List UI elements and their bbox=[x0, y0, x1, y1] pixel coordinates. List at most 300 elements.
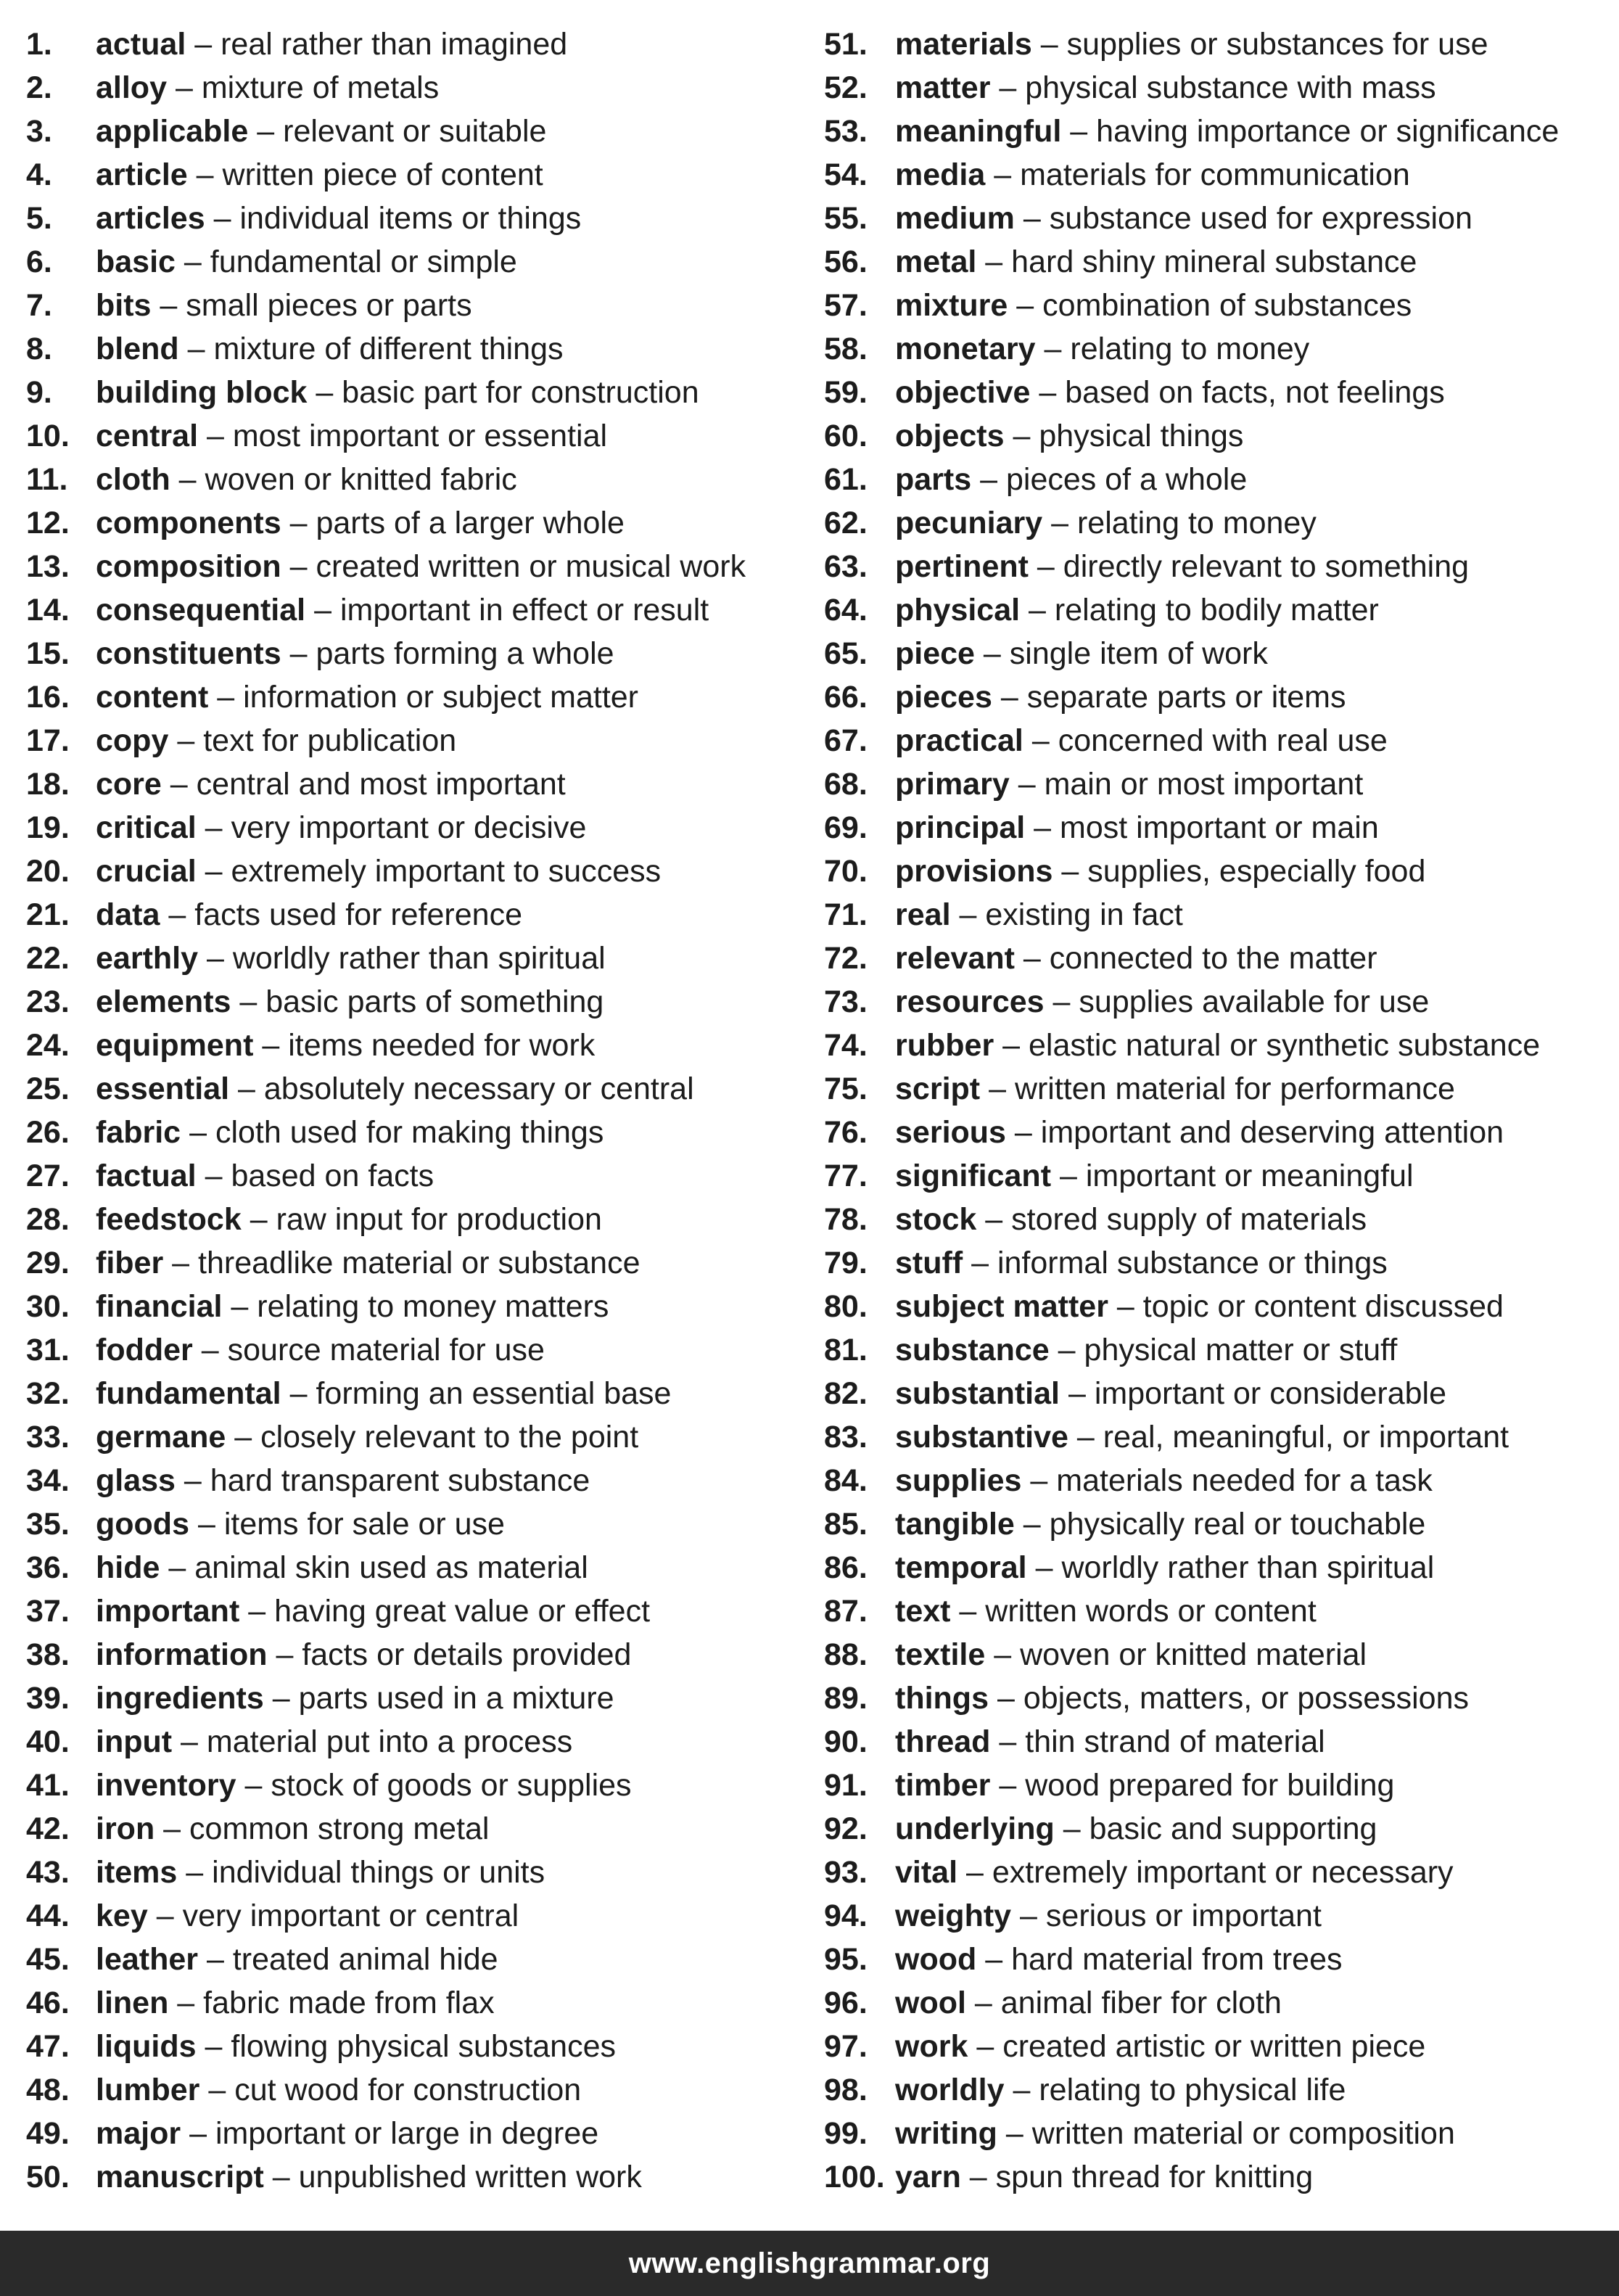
item-number: 77. bbox=[824, 1159, 868, 1193]
item-text bbox=[96, 980, 603, 1024]
item-definition: woven or knitted fabric bbox=[205, 462, 517, 497]
item-number: 84. bbox=[824, 1463, 868, 1498]
list-item bbox=[26, 197, 813, 240]
item-definition: single item of work bbox=[1009, 636, 1268, 671]
item-number: 83. bbox=[824, 1420, 868, 1454]
item-word: underlying bbox=[895, 1811, 1055, 1846]
item-text bbox=[96, 1328, 545, 1372]
list-item bbox=[26, 1938, 813, 1981]
item-text bbox=[895, 501, 1317, 545]
item-separator: – bbox=[231, 1289, 249, 1324]
list-item bbox=[824, 2025, 1600, 2068]
item-separator: – bbox=[1023, 941, 1041, 976]
item-definition: physical substance with mass bbox=[1025, 70, 1436, 105]
item-number: 58. bbox=[824, 332, 868, 366]
footer-url[interactable]: www.englishgrammar.org bbox=[628, 2247, 991, 2279]
item-number: 62. bbox=[824, 506, 868, 540]
item-word: work bbox=[895, 2029, 968, 2064]
item-definition: animal skin used as material bbox=[194, 1550, 588, 1585]
item-definition: very important or central bbox=[182, 1898, 519, 1933]
item-word: resources bbox=[895, 984, 1045, 1019]
item-number: 39. bbox=[26, 1681, 70, 1716]
item-word: liquids bbox=[96, 2029, 197, 2064]
item-number: 100. bbox=[824, 2160, 885, 2194]
item-text bbox=[96, 1807, 489, 1851]
list-item bbox=[824, 1938, 1600, 1981]
item-number: 80. bbox=[824, 1289, 868, 1324]
item-separator: – bbox=[1039, 375, 1057, 410]
item-text bbox=[96, 2112, 598, 2155]
item-number: 42. bbox=[26, 1811, 70, 1846]
item-definition: serious or important bbox=[1045, 1898, 1322, 1933]
item-word: real bbox=[895, 897, 951, 932]
item-number: 78. bbox=[824, 1202, 868, 1237]
item-number: 87. bbox=[824, 1594, 868, 1629]
item-text bbox=[895, 1589, 1317, 1633]
item-number: 60. bbox=[824, 419, 868, 453]
item-number: 97. bbox=[824, 2029, 868, 2064]
list-item bbox=[824, 66, 1600, 110]
item-text bbox=[96, 1546, 588, 1589]
item-text bbox=[895, 22, 1488, 66]
item-word: major bbox=[96, 2116, 181, 2151]
item-text bbox=[96, 1589, 650, 1633]
item-number: 98. bbox=[824, 2073, 868, 2107]
item-text bbox=[895, 371, 1445, 414]
item-definition: physical things bbox=[1039, 419, 1244, 453]
item-number: 67. bbox=[824, 723, 868, 758]
item-number: 27. bbox=[26, 1159, 70, 1193]
item-definition: treated animal hide bbox=[232, 1942, 498, 1977]
item-separator: – bbox=[205, 2029, 223, 2064]
list-item bbox=[824, 1198, 1600, 1241]
item-number: 57. bbox=[824, 288, 868, 323]
item-number: 36. bbox=[26, 1550, 70, 1585]
item-separator: – bbox=[1035, 1550, 1053, 1585]
item-separator: – bbox=[206, 419, 224, 453]
list-item bbox=[824, 588, 1600, 632]
item-definition: real rather than imagined bbox=[221, 27, 568, 62]
item-word: timber bbox=[895, 1768, 991, 1803]
item-definition: thin strand of material bbox=[1025, 1724, 1325, 1759]
item-separator: – bbox=[1034, 810, 1052, 845]
item-definition: items for sale or use bbox=[223, 1507, 505, 1542]
item-number: 50. bbox=[26, 2160, 70, 2194]
item-text bbox=[96, 2155, 642, 2199]
list-item bbox=[26, 719, 813, 762]
item-definition: relating to bodily matter bbox=[1054, 593, 1379, 628]
item-word: cloth bbox=[96, 462, 170, 497]
item-word: iron bbox=[96, 1811, 155, 1846]
item-definition: forming an essential base bbox=[316, 1376, 672, 1411]
list-item bbox=[26, 893, 813, 937]
item-number: 1. bbox=[26, 27, 52, 62]
item-separator: – bbox=[969, 2160, 987, 2194]
list-item bbox=[824, 980, 1600, 1024]
item-word: mixture bbox=[895, 288, 1008, 323]
item-number: 29. bbox=[26, 1246, 70, 1280]
item-separator: – bbox=[1058, 1333, 1076, 1367]
item-separator: – bbox=[239, 984, 258, 1019]
list-item bbox=[824, 1807, 1600, 1851]
item-text bbox=[895, 1154, 1414, 1198]
item-text bbox=[895, 762, 1363, 806]
item-text bbox=[895, 327, 1309, 371]
item-text bbox=[96, 1067, 694, 1111]
item-definition: relating to money bbox=[1070, 332, 1310, 366]
item-separator: – bbox=[999, 1724, 1017, 1759]
item-word: ingredients bbox=[96, 1681, 264, 1716]
item-definition: relating to physical life bbox=[1039, 2073, 1346, 2107]
list-item bbox=[26, 937, 813, 980]
list-item bbox=[824, 2112, 1600, 2155]
item-separator: – bbox=[959, 1594, 977, 1629]
item-word: elements bbox=[96, 984, 231, 1019]
item-text bbox=[96, 1154, 434, 1198]
item-word: actual bbox=[96, 27, 186, 62]
list-item bbox=[26, 1372, 813, 1415]
list-item bbox=[824, 675, 1600, 719]
item-word: building block bbox=[96, 375, 308, 410]
item-definition: relevant or suitable bbox=[283, 114, 547, 149]
list-item bbox=[26, 1589, 813, 1633]
list-item bbox=[26, 1198, 813, 1241]
item-separator: – bbox=[985, 1942, 1003, 1977]
list-item bbox=[26, 2025, 813, 2068]
item-word: core bbox=[96, 767, 162, 802]
item-definition: basic and supporting bbox=[1089, 1811, 1377, 1846]
list-item bbox=[26, 284, 813, 327]
item-number: 5. bbox=[26, 201, 52, 236]
item-separator: – bbox=[197, 1507, 215, 1542]
item-text bbox=[895, 1633, 1367, 1676]
item-word: primary bbox=[895, 767, 1010, 802]
list-item bbox=[824, 414, 1600, 458]
item-definition: facts or details provided bbox=[302, 1637, 632, 1672]
item-text bbox=[96, 1633, 631, 1676]
item-number: 55. bbox=[824, 201, 868, 236]
item-separator: – bbox=[184, 1463, 202, 1498]
item-number: 65. bbox=[824, 636, 868, 671]
item-definition: very important or decisive bbox=[231, 810, 587, 845]
item-separator: – bbox=[1029, 593, 1046, 628]
list-item bbox=[26, 762, 813, 806]
item-definition: small pieces or parts bbox=[186, 288, 472, 323]
list-item bbox=[824, 1633, 1600, 1676]
item-definition: important in effect or result bbox=[339, 593, 709, 628]
list-item bbox=[824, 632, 1600, 675]
item-word: composition bbox=[96, 549, 281, 584]
item-word: glass bbox=[96, 1463, 176, 1498]
item-number: 95. bbox=[824, 1942, 868, 1977]
item-number: 89. bbox=[824, 1681, 868, 1716]
item-definition: extremely important or necessary bbox=[992, 1855, 1454, 1890]
item-separator: – bbox=[983, 636, 1001, 671]
list-item bbox=[824, 284, 1600, 327]
list-item bbox=[824, 2068, 1600, 2112]
item-word: objective bbox=[895, 375, 1031, 410]
item-separator: – bbox=[201, 1333, 219, 1367]
item-definition: absolutely necessary or central bbox=[263, 1071, 694, 1106]
item-word: pertinent bbox=[895, 549, 1029, 584]
item-number: 69. bbox=[824, 810, 868, 845]
item-definition: important or considerable bbox=[1094, 1376, 1447, 1411]
item-word: pecuniary bbox=[895, 506, 1043, 540]
item-definition: concerned with real use bbox=[1058, 723, 1388, 758]
item-definition: informal substance or things bbox=[997, 1246, 1388, 1280]
item-word: subject matter bbox=[895, 1289, 1108, 1324]
item-separator: – bbox=[168, 1550, 186, 1585]
item-number: 63. bbox=[824, 549, 868, 584]
item-text bbox=[895, 1415, 1509, 1459]
item-word: pieces bbox=[895, 680, 992, 715]
item-number: 38. bbox=[26, 1637, 70, 1672]
item-word: applicable bbox=[96, 114, 249, 149]
item-definition: hard material from trees bbox=[1011, 1942, 1343, 1977]
list-item bbox=[26, 675, 813, 719]
item-number: 33. bbox=[26, 1420, 70, 1454]
item-word: medium bbox=[895, 201, 1015, 236]
list-item bbox=[26, 806, 813, 849]
item-word: information bbox=[96, 1637, 268, 1672]
list-item bbox=[26, 632, 813, 675]
item-separator: – bbox=[314, 593, 331, 628]
item-definition: written words or content bbox=[985, 1594, 1317, 1629]
item-text bbox=[895, 1024, 1540, 1067]
right-column bbox=[824, 22, 1600, 2199]
item-word: financial bbox=[96, 1289, 223, 1324]
item-separator: – bbox=[184, 244, 202, 279]
item-definition: hard transparent substance bbox=[210, 1463, 590, 1498]
item-definition: material put into a process bbox=[206, 1724, 573, 1759]
item-definition: flowing physical substances bbox=[231, 2029, 617, 2064]
item-text bbox=[895, 545, 1469, 588]
item-definition: important or meaningful bbox=[1085, 1159, 1414, 1193]
item-separator: – bbox=[156, 1898, 174, 1933]
item-word: alloy bbox=[96, 70, 167, 105]
item-word: linen bbox=[96, 1986, 169, 2020]
item-separator: – bbox=[974, 1986, 992, 2020]
item-word: tangible bbox=[895, 1507, 1015, 1542]
item-definition: individual things or units bbox=[212, 1855, 545, 1890]
item-number: 73. bbox=[824, 984, 868, 1019]
list-item bbox=[26, 1154, 813, 1198]
item-separator: – bbox=[248, 1594, 266, 1629]
item-definition: directly relevant to something bbox=[1063, 549, 1470, 584]
word-list bbox=[0, 22, 1619, 2199]
item-number: 14. bbox=[26, 593, 70, 628]
item-text bbox=[96, 1851, 545, 1894]
item-separator: – bbox=[1023, 1507, 1041, 1542]
item-separator: – bbox=[177, 723, 195, 758]
item-definition: important or large in degree bbox=[215, 2116, 599, 2151]
item-word: content bbox=[96, 680, 209, 715]
item-separator: – bbox=[206, 1942, 224, 1977]
item-text bbox=[895, 458, 1247, 501]
item-text bbox=[96, 1111, 603, 1154]
item-definition: parts used in a mixture bbox=[298, 1681, 614, 1716]
item-text bbox=[96, 414, 607, 458]
item-word: physical bbox=[895, 593, 1021, 628]
item-word: vital bbox=[895, 1855, 958, 1890]
list-item bbox=[824, 153, 1600, 197]
item-word: monetary bbox=[895, 332, 1036, 366]
item-text bbox=[96, 66, 439, 110]
item-text bbox=[96, 110, 546, 153]
item-definition: main or most important bbox=[1044, 767, 1364, 802]
item-text bbox=[895, 1546, 1434, 1589]
item-word: key bbox=[96, 1898, 148, 1933]
item-number: 90. bbox=[824, 1724, 868, 1759]
item-definition: parts of a larger whole bbox=[316, 506, 625, 540]
item-definition: raw input for production bbox=[276, 1202, 602, 1237]
item-number: 81. bbox=[824, 1333, 868, 1367]
item-definition: common strong metal bbox=[189, 1811, 490, 1846]
item-separator: – bbox=[1016, 288, 1034, 323]
item-text bbox=[96, 1502, 505, 1546]
item-word: components bbox=[96, 506, 281, 540]
item-text bbox=[895, 284, 1412, 327]
item-word: meaningful bbox=[895, 114, 1062, 149]
item-text bbox=[96, 1676, 614, 1720]
item-text bbox=[895, 1676, 1469, 1720]
item-definition: parts forming a whole bbox=[316, 636, 614, 671]
item-text bbox=[96, 675, 638, 719]
list-item bbox=[26, 153, 813, 197]
item-number: 49. bbox=[26, 2116, 70, 2151]
item-text bbox=[96, 327, 564, 371]
list-item bbox=[26, 501, 813, 545]
item-text bbox=[96, 849, 661, 893]
item-number: 15. bbox=[26, 636, 70, 671]
item-number: 4. bbox=[26, 157, 52, 192]
item-text bbox=[895, 1111, 1504, 1154]
item-word: fundamental bbox=[96, 1376, 281, 1411]
item-word: script bbox=[895, 1071, 981, 1106]
item-separator: – bbox=[989, 1071, 1006, 1106]
item-text bbox=[895, 849, 1425, 893]
item-text bbox=[895, 153, 1410, 197]
item-separator: – bbox=[959, 897, 977, 932]
item-definition: supplies available for use bbox=[1079, 984, 1430, 1019]
list-item bbox=[824, 1067, 1600, 1111]
item-separator: – bbox=[1020, 1898, 1037, 1933]
item-definition: extremely important to success bbox=[231, 854, 662, 889]
item-word: rubber bbox=[895, 1028, 994, 1063]
item-text bbox=[895, 110, 1559, 153]
item-text bbox=[96, 588, 709, 632]
item-number: 79. bbox=[824, 1246, 868, 1280]
item-number: 66. bbox=[824, 680, 868, 715]
item-definition: substance used for expression bbox=[1049, 201, 1472, 236]
item-definition: created written or musical work bbox=[316, 549, 746, 584]
item-word: worldly bbox=[895, 2073, 1005, 2107]
item-text bbox=[895, 1372, 1446, 1415]
list-item bbox=[824, 1502, 1600, 1546]
item-definition: combination of substances bbox=[1042, 288, 1412, 323]
item-number: 20. bbox=[26, 854, 70, 889]
list-item bbox=[26, 1894, 813, 1938]
item-word: writing bbox=[895, 2116, 997, 2151]
item-separator: – bbox=[189, 2116, 207, 2151]
item-definition: cloth used for making things bbox=[215, 1115, 604, 1150]
list-item bbox=[824, 545, 1600, 588]
item-separator: – bbox=[1044, 332, 1062, 366]
item-separator: – bbox=[1000, 680, 1018, 715]
list-item bbox=[26, 1764, 813, 1807]
item-definition: supplies or substances for use bbox=[1066, 27, 1488, 62]
item-number: 6. bbox=[26, 244, 52, 279]
item-word: thread bbox=[895, 1724, 991, 1759]
item-number: 76. bbox=[824, 1115, 868, 1150]
item-separator: – bbox=[1013, 2073, 1031, 2107]
list-item bbox=[824, 1285, 1600, 1328]
item-text bbox=[895, 937, 1377, 980]
item-definition: physically real or touchable bbox=[1049, 1507, 1426, 1542]
item-definition: materials for communication bbox=[1020, 157, 1410, 192]
item-separator: – bbox=[262, 1028, 280, 1063]
item-definition: worldly rather than spiritual bbox=[1061, 1550, 1435, 1585]
item-text bbox=[96, 1981, 495, 2025]
item-separator: – bbox=[250, 1202, 268, 1237]
item-definition: threadlike material or substance bbox=[198, 1246, 640, 1280]
item-text bbox=[895, 1067, 1455, 1111]
item-definition: fabric made from flax bbox=[203, 1986, 495, 2020]
item-separator: – bbox=[205, 854, 223, 889]
item-text bbox=[895, 632, 1268, 675]
list-item bbox=[824, 1111, 1600, 1154]
item-text bbox=[895, 1938, 1343, 1981]
item-word: goods bbox=[96, 1507, 189, 1542]
list-item bbox=[824, 501, 1600, 545]
item-separator: – bbox=[1018, 767, 1036, 802]
item-definition: source material for use bbox=[227, 1333, 545, 1367]
item-word: lumber bbox=[96, 2073, 200, 2107]
list-item bbox=[824, 1720, 1600, 1764]
item-definition: most important or essential bbox=[232, 419, 608, 453]
item-word: factual bbox=[96, 1159, 197, 1193]
item-separator: – bbox=[217, 680, 235, 715]
item-text bbox=[895, 588, 1379, 632]
item-definition: worldly rather than spiritual bbox=[232, 941, 606, 976]
item-number: 54. bbox=[824, 157, 868, 192]
item-number: 75. bbox=[824, 1071, 868, 1106]
item-number: 82. bbox=[824, 1376, 868, 1411]
item-text bbox=[96, 1241, 640, 1285]
item-separator: – bbox=[196, 157, 214, 192]
item-number: 12. bbox=[26, 506, 70, 540]
item-text bbox=[895, 1981, 1282, 2025]
list-item bbox=[26, 1807, 813, 1851]
item-separator: – bbox=[1068, 1376, 1086, 1411]
item-word: wood bbox=[895, 1942, 977, 1977]
list-item bbox=[26, 1633, 813, 1676]
item-word: essential bbox=[96, 1071, 230, 1106]
item-word: manuscript bbox=[96, 2160, 264, 2194]
item-definition: connected to the matter bbox=[1049, 941, 1377, 976]
list-item bbox=[824, 1459, 1600, 1502]
list-item bbox=[824, 893, 1600, 937]
item-definition: relating to money matters bbox=[257, 1289, 609, 1324]
item-definition: materials needed for a task bbox=[1056, 1463, 1433, 1498]
item-text bbox=[96, 1372, 671, 1415]
item-word: articles bbox=[96, 201, 205, 236]
item-word: relevant bbox=[895, 941, 1015, 976]
item-number: 74. bbox=[824, 1028, 868, 1063]
list-item bbox=[824, 719, 1600, 762]
item-text bbox=[96, 1938, 498, 1981]
item-word: wool bbox=[895, 1986, 966, 2020]
